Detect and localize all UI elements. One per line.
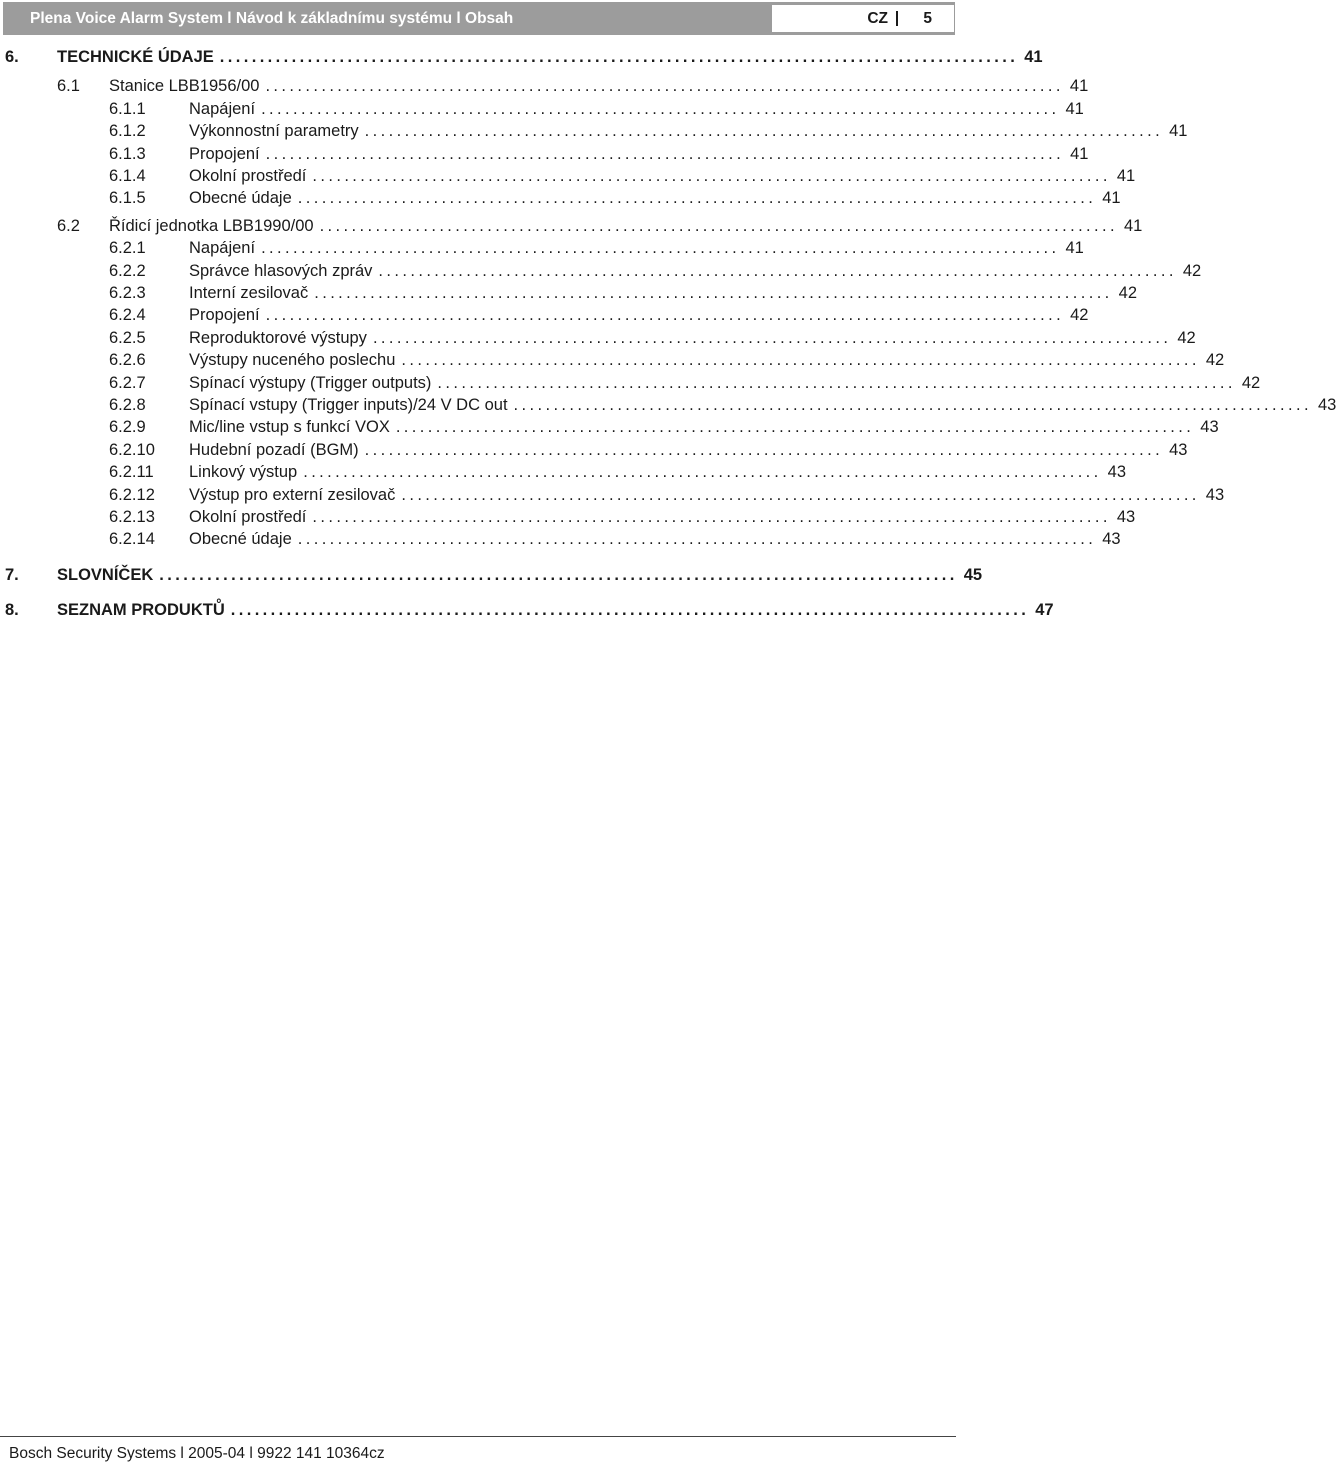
- toc-entry-8[interactable]: [0, 599, 1054, 621]
- toc-leader: ....................................................................................................: [265, 77, 1064, 95]
- toc-entry-6-2-12[interactable]: [0, 484, 1225, 506]
- toc-label: Napájení: [189, 239, 256, 257]
- toc-page: 42: [1118, 284, 1138, 302]
- toc-entry-6-2-13[interactable]: [0, 506, 1136, 528]
- toc-number: 6.2.13: [109, 508, 155, 526]
- toc-number: 6.1.5: [109, 189, 146, 207]
- toc-page: 42: [1205, 351, 1225, 369]
- toc-number: 6.1.3: [109, 145, 146, 163]
- toc-page: 42: [1241, 374, 1261, 392]
- toc-label: Reproduktorové výstupy: [189, 329, 367, 347]
- toc-number: 6.2.3: [109, 284, 146, 302]
- toc-number: 6.2.12: [109, 486, 155, 504]
- toc-label: Správce hlasových zpráv: [189, 262, 373, 280]
- toc-page: 42: [1182, 262, 1202, 280]
- footer-text: Bosch Security Systems l 2005-04 l 9922 141 10364cz: [9, 1445, 385, 1462]
- toc-number: 6.1.2: [109, 122, 146, 140]
- toc-leader: ....................................................................................................: [312, 508, 1111, 526]
- toc-page: 43: [1116, 508, 1136, 526]
- toc-label: Obecné údaje: [189, 189, 292, 207]
- toc-entry-6-2-1[interactable]: [0, 237, 1084, 259]
- toc-page: 41: [1069, 77, 1089, 95]
- toc-label: Linkový výstup: [189, 463, 298, 481]
- toc-label: Obecné údaje: [189, 530, 292, 548]
- toc-label: Okolní prostředí: [189, 167, 307, 185]
- toc-number: 6.1.1: [109, 100, 146, 118]
- toc-leader: ....................................................................................................: [159, 566, 958, 584]
- toc-entry-6-2-8[interactable]: [0, 394, 1336, 416]
- toc-label: Napájení: [189, 100, 256, 118]
- toc-label: Propojení: [189, 145, 260, 163]
- toc-entry-6-2-2[interactable]: [0, 260, 1202, 282]
- toc-page: 41: [1024, 48, 1043, 66]
- toc-leader: ....................................................................................................: [312, 167, 1111, 185]
- toc-number: 6.2.1: [109, 239, 146, 257]
- toc-label: Propojení: [189, 306, 260, 324]
- toc-page: 41: [1169, 122, 1188, 140]
- toc-label: Spínací vstupy (Trigger inputs)/24 V DC out: [189, 396, 508, 414]
- toc-leader: ....................................................................................................: [297, 189, 1097, 207]
- header-language: CZ: [867, 10, 888, 27]
- toc-leader: ....................................................................................................: [401, 486, 1200, 504]
- toc-leader: ....................................................................................................: [265, 145, 1065, 163]
- toc-page: 41: [1124, 217, 1143, 235]
- toc-number: 6.2.10: [109, 441, 155, 459]
- toc-label: Hudební pozadí (BGM): [189, 441, 359, 459]
- toc-number: 6.2.6: [109, 351, 146, 369]
- toc-leader: ....................................................................................................: [437, 374, 1236, 392]
- toc-leader: ....................................................................................................: [303, 463, 1102, 481]
- toc-entry-6-2-3[interactable]: [0, 282, 1138, 304]
- toc-page: 43: [1317, 396, 1336, 414]
- toc-entry-6-2-4[interactable]: [0, 304, 1089, 326]
- toc-entry-6-1-2[interactable]: [0, 120, 1188, 142]
- page-header: [3, 2, 955, 35]
- toc-leader: ....................................................................................................: [297, 530, 1097, 548]
- toc-number: 6.2: [57, 217, 80, 235]
- toc-number: 6.2.8: [109, 396, 146, 414]
- page-footer: [0, 1436, 956, 1467]
- header-title: Plena Voice Alarm System l Návod k základnímu systému l Obsah: [30, 10, 514, 27]
- toc-page: 41: [1065, 239, 1084, 257]
- toc-label: Mic/line vstup s funkcí VOX: [189, 418, 390, 436]
- toc-entry-6-2[interactable]: [0, 215, 1143, 237]
- toc-entry-6-2-11[interactable]: [0, 461, 1127, 483]
- toc-label: Stanice LBB1956/00: [109, 77, 260, 95]
- toc-number: 6.2.11: [109, 463, 154, 481]
- toc-number: 6.2.9: [109, 418, 146, 436]
- toc-leader: ....................................................................................................: [378, 262, 1177, 280]
- toc-leader: ....................................................................................................: [364, 441, 1164, 459]
- toc-page: 41: [1102, 189, 1121, 207]
- toc-leader: ....................................................................................................: [401, 351, 1200, 369]
- header-separator: [896, 11, 898, 26]
- toc-label: Spínací výstupy (Trigger outputs): [189, 374, 432, 392]
- toc-entry-7[interactable]: [0, 564, 983, 586]
- toc-entry-6-1[interactable]: [0, 75, 1089, 97]
- toc-entry-6-1-5[interactable]: [0, 187, 1121, 209]
- toc-leader: ....................................................................................................: [219, 48, 1019, 66]
- toc-page: 42: [1177, 329, 1196, 347]
- toc-entry-6-1-3[interactable]: [0, 143, 1089, 165]
- toc-leader: ....................................................................................................: [395, 418, 1195, 436]
- toc-leader: ....................................................................................................: [513, 396, 1312, 414]
- toc-number: 6.2.14: [109, 530, 155, 548]
- toc-entry-6-2-6[interactable]: [0, 349, 1225, 371]
- toc-number: 6.1: [57, 77, 80, 95]
- toc-leader: ....................................................................................................: [265, 306, 1065, 324]
- toc-entry-6-2-5[interactable]: [0, 327, 1196, 349]
- toc-leader: ....................................................................................................: [372, 329, 1172, 347]
- toc-entry-6-2-9[interactable]: [0, 416, 1219, 438]
- toc-label: SEZNAM PRODUKTŮ: [57, 601, 225, 619]
- toc-page: 43: [1107, 463, 1127, 481]
- toc-label: SLOVNÍČEK: [57, 566, 154, 584]
- toc-number: 6.1.4: [109, 167, 146, 185]
- toc-leader: ....................................................................................................: [319, 217, 1118, 235]
- toc-number: 6.2.7: [109, 374, 146, 392]
- toc-label: Výstupy nuceného poslechu: [189, 351, 396, 369]
- toc-entry-6-1-4[interactable]: [0, 165, 1136, 187]
- toc-label: Okolní prostředí: [189, 508, 307, 526]
- toc-label: Výkonnostní parametry: [189, 122, 359, 140]
- toc-number: 6.: [5, 48, 19, 66]
- toc-leader: ....................................................................................................: [230, 601, 1030, 619]
- toc-number: 6.2.5: [109, 329, 146, 347]
- header-page-number: 5: [923, 10, 932, 27]
- toc-leader: ....................................................................................................: [261, 100, 1060, 118]
- toc-number: 8.: [5, 601, 19, 619]
- toc-label: Výstup pro externí zesilovač: [189, 486, 396, 504]
- toc-page: 47: [1035, 601, 1054, 619]
- toc-entry-6[interactable]: [0, 46, 1043, 68]
- toc-number: 6.2.4: [109, 306, 146, 324]
- toc-entry-6-2-10[interactable]: [0, 439, 1188, 461]
- toc-leader: ....................................................................................................: [261, 239, 1060, 257]
- toc-page: 43: [1205, 486, 1225, 504]
- toc-leader: ....................................................................................................: [364, 122, 1164, 140]
- toc-leader: ....................................................................................................: [314, 284, 1113, 302]
- toc-page: 41: [1065, 100, 1084, 118]
- toc-page: 41: [1116, 167, 1136, 185]
- toc-page: 45: [963, 566, 983, 584]
- toc-page: 41: [1070, 145, 1089, 163]
- toc-entry-6-1-1[interactable]: [0, 98, 1084, 120]
- toc-label: Interní zesilovač: [189, 284, 309, 302]
- toc-page: 43: [1169, 441, 1188, 459]
- toc-entry-6-2-14[interactable]: [0, 528, 1121, 550]
- toc-page: 42: [1070, 306, 1089, 324]
- header-page-box: [772, 5, 954, 32]
- toc-number: 6.2.2: [109, 262, 146, 280]
- toc-label: Řídicí jednotka LBB1990/00: [109, 217, 314, 235]
- toc-label: TECHNICKÉ ÚDAJE: [57, 48, 214, 66]
- toc-page: 43: [1200, 418, 1219, 436]
- toc-entry-6-2-7[interactable]: [0, 372, 1261, 394]
- toc-number: 7.: [5, 566, 19, 584]
- toc-page: 43: [1102, 530, 1121, 548]
